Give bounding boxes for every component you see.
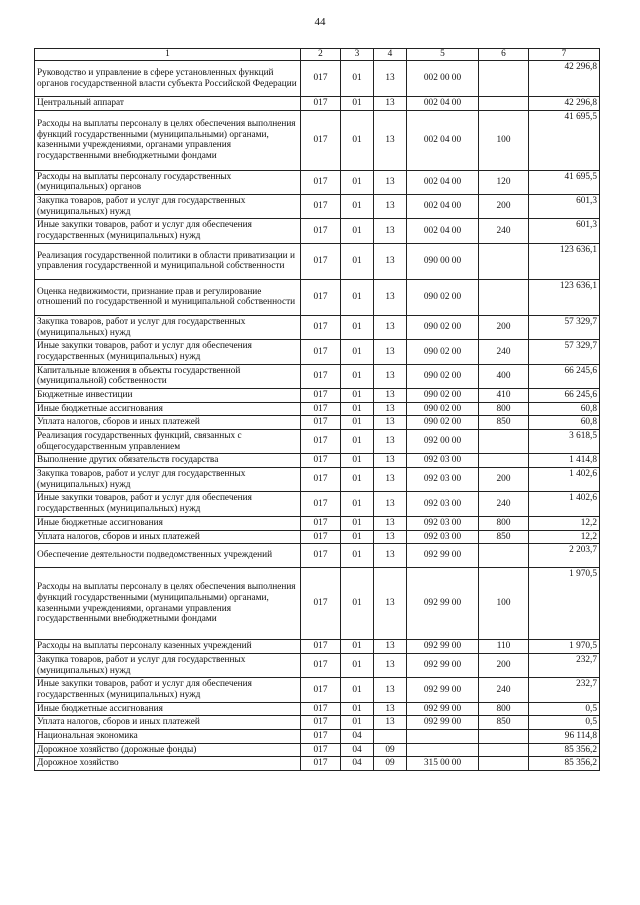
table-row bbox=[35, 468, 600, 492]
target-item-code: 090 02 00 bbox=[407, 416, 479, 430]
subsection-code: 13 bbox=[374, 516, 407, 530]
target-item-code: 090 02 00 bbox=[407, 315, 479, 339]
subsection-code: 13 bbox=[374, 388, 407, 402]
subsection-code: 13 bbox=[374, 170, 407, 194]
admin-code: 017 bbox=[301, 757, 341, 771]
amount: 85 356,2 bbox=[529, 757, 600, 771]
section-code: 01 bbox=[341, 219, 374, 243]
expense-type-code bbox=[479, 544, 529, 568]
section-code: 01 bbox=[341, 716, 374, 730]
target-item-code: 002 04 00 bbox=[407, 195, 479, 219]
item-name: Выполнение других обязательств государства bbox=[35, 454, 301, 468]
table-row bbox=[35, 640, 600, 654]
amount: 2 203,7 bbox=[529, 544, 600, 568]
header-cell: 5 bbox=[407, 49, 479, 61]
target-item-code: 092 00 00 bbox=[407, 430, 479, 454]
admin-code: 017 bbox=[301, 243, 341, 279]
table-row bbox=[35, 716, 600, 730]
section-code: 01 bbox=[341, 97, 374, 111]
item-name: Бюджетные инвестиции bbox=[35, 388, 301, 402]
amount: 12,2 bbox=[529, 530, 600, 544]
table-row bbox=[35, 61, 600, 97]
admin-code: 017 bbox=[301, 530, 341, 544]
admin-code: 017 bbox=[301, 702, 341, 716]
subsection-code: 13 bbox=[374, 454, 407, 468]
expense-type-code bbox=[479, 430, 529, 454]
item-name: Расходы на выплаты персоналу в целях обеспечения выполнения функций государственными (муниципальными) органами, казенными учреждениями, органами управления государственными внебюджетными фондами bbox=[35, 568, 301, 640]
admin-code: 017 bbox=[301, 110, 341, 170]
subsection-code: 09 bbox=[374, 743, 407, 757]
target-item-code: 092 99 00 bbox=[407, 702, 479, 716]
amount: 57 329,7 bbox=[529, 340, 600, 364]
section-code: 01 bbox=[341, 402, 374, 416]
target-item-code: 315 00 00 bbox=[407, 757, 479, 771]
amount: 96 114,8 bbox=[529, 730, 600, 744]
target-item-code: 092 99 00 bbox=[407, 653, 479, 677]
amount: 12,2 bbox=[529, 516, 600, 530]
amount: 601,3 bbox=[529, 195, 600, 219]
admin-code: 017 bbox=[301, 653, 341, 677]
target-item-code: 092 99 00 bbox=[407, 544, 479, 568]
admin-code: 017 bbox=[301, 743, 341, 757]
subsection-code: 13 bbox=[374, 640, 407, 654]
admin-code: 017 bbox=[301, 544, 341, 568]
target-item-code: 090 02 00 bbox=[407, 364, 479, 388]
section-code: 01 bbox=[341, 678, 374, 702]
admin-code: 017 bbox=[301, 468, 341, 492]
table-row bbox=[35, 279, 600, 315]
expense-type-code: 240 bbox=[479, 492, 529, 516]
section-code: 01 bbox=[341, 640, 374, 654]
expense-type-code bbox=[479, 454, 529, 468]
section-code: 01 bbox=[341, 454, 374, 468]
section-code: 01 bbox=[341, 430, 374, 454]
target-item-code: 090 00 00 bbox=[407, 243, 479, 279]
item-name: Уплата налогов, сборов и иных платежей bbox=[35, 530, 301, 544]
table-row bbox=[35, 730, 600, 744]
header-cell: 4 bbox=[374, 49, 407, 61]
admin-code: 017 bbox=[301, 568, 341, 640]
table-row bbox=[35, 544, 600, 568]
amount: 66 245,6 bbox=[529, 388, 600, 402]
item-name: Иные бюджетные ассигнования bbox=[35, 402, 301, 416]
target-item-code: 092 03 00 bbox=[407, 530, 479, 544]
target-item-code bbox=[407, 743, 479, 757]
subsection-code: 13 bbox=[374, 530, 407, 544]
item-name: Иные бюджетные ассигнования bbox=[35, 702, 301, 716]
expense-type-code: 100 bbox=[479, 568, 529, 640]
table-body bbox=[35, 61, 600, 771]
item-name: Расходы на выплаты персоналу государственных (муниципальных) органов bbox=[35, 170, 301, 194]
expense-type-code: 800 bbox=[479, 702, 529, 716]
item-name: Капитальные вложения в объекты государственной (муниципальной) собственности bbox=[35, 364, 301, 388]
amount: 41 695,5 bbox=[529, 110, 600, 170]
expense-type-code: 410 bbox=[479, 388, 529, 402]
subsection-code: 13 bbox=[374, 364, 407, 388]
table-row bbox=[35, 243, 600, 279]
admin-code: 017 bbox=[301, 219, 341, 243]
section-code: 01 bbox=[341, 516, 374, 530]
page-number: 44 bbox=[314, 16, 326, 28]
expense-type-code bbox=[479, 61, 529, 97]
subsection-code: 13 bbox=[374, 716, 407, 730]
target-item-code: 090 02 00 bbox=[407, 402, 479, 416]
amount: 232,7 bbox=[529, 678, 600, 702]
section-code: 01 bbox=[341, 568, 374, 640]
admin-code: 017 bbox=[301, 516, 341, 530]
expense-type-code: 800 bbox=[479, 402, 529, 416]
amount: 123 636,1 bbox=[529, 279, 600, 315]
expense-type-code: 400 bbox=[479, 364, 529, 388]
amount: 3 618,5 bbox=[529, 430, 600, 454]
item-name: Руководство и управление в сфере установленных функций органов государственной власти субъекта Российской Федерации bbox=[35, 61, 301, 97]
section-code: 04 bbox=[341, 757, 374, 771]
admin-code: 017 bbox=[301, 430, 341, 454]
header-cell: 6 bbox=[479, 49, 529, 61]
item-name: Закупка товаров, работ и услуг для государственных (муниципальных) нужд bbox=[35, 653, 301, 677]
amount: 41 695,5 bbox=[529, 170, 600, 194]
expense-type-code: 200 bbox=[479, 315, 529, 339]
expense-type-code: 800 bbox=[479, 516, 529, 530]
expense-type-code bbox=[479, 743, 529, 757]
expense-type-code bbox=[479, 757, 529, 771]
expense-type-code: 120 bbox=[479, 170, 529, 194]
amount: 57 329,7 bbox=[529, 315, 600, 339]
item-name: Иные закупки товаров, работ и услуг для обеспечения государственных (муниципальных) нужд bbox=[35, 678, 301, 702]
item-name: Уплата налогов, сборов и иных платежей bbox=[35, 416, 301, 430]
section-code: 04 bbox=[341, 743, 374, 757]
admin-code: 017 bbox=[301, 170, 341, 194]
table-row bbox=[35, 430, 600, 454]
subsection-code: 13 bbox=[374, 279, 407, 315]
table-row bbox=[35, 364, 600, 388]
section-code: 01 bbox=[341, 416, 374, 430]
target-item-code: 002 04 00 bbox=[407, 110, 479, 170]
item-name: Иные закупки товаров, работ и услуг для обеспечения государственных (муниципальных) нужд bbox=[35, 340, 301, 364]
amount: 1 402,6 bbox=[529, 468, 600, 492]
target-item-code: 090 02 00 bbox=[407, 279, 479, 315]
admin-code: 017 bbox=[301, 678, 341, 702]
amount: 232,7 bbox=[529, 653, 600, 677]
target-item-code: 002 04 00 bbox=[407, 97, 479, 111]
amount: 42 296,8 bbox=[529, 61, 600, 97]
target-item-code: 090 02 00 bbox=[407, 388, 479, 402]
expense-type-code: 850 bbox=[479, 530, 529, 544]
section-code: 01 bbox=[341, 170, 374, 194]
admin-code: 017 bbox=[301, 416, 341, 430]
item-name: Закупка товаров, работ и услуг для государственных (муниципальных) нужд bbox=[35, 468, 301, 492]
target-item-code: 090 02 00 bbox=[407, 340, 479, 364]
table-row bbox=[35, 492, 600, 516]
expense-type-code: 850 bbox=[479, 716, 529, 730]
subsection-code: 13 bbox=[374, 110, 407, 170]
subsection-code: 13 bbox=[374, 315, 407, 339]
section-code: 01 bbox=[341, 315, 374, 339]
admin-code: 017 bbox=[301, 730, 341, 744]
admin-code: 017 bbox=[301, 640, 341, 654]
section-code: 01 bbox=[341, 468, 374, 492]
subsection-code: 13 bbox=[374, 340, 407, 364]
amount: 42 296,8 bbox=[529, 97, 600, 111]
budget-table bbox=[34, 48, 600, 771]
table-row bbox=[35, 568, 600, 640]
section-code: 01 bbox=[341, 340, 374, 364]
table-header-row bbox=[35, 49, 600, 61]
section-code: 01 bbox=[341, 530, 374, 544]
table-row bbox=[35, 388, 600, 402]
table-row bbox=[35, 702, 600, 716]
admin-code: 017 bbox=[301, 364, 341, 388]
amount: 1 970,5 bbox=[529, 640, 600, 654]
admin-code: 017 bbox=[301, 340, 341, 364]
subsection-code: 13 bbox=[374, 568, 407, 640]
item-name: Уплата налогов, сборов и иных платежей bbox=[35, 716, 301, 730]
admin-code: 017 bbox=[301, 492, 341, 516]
target-item-code: 092 03 00 bbox=[407, 454, 479, 468]
item-name: Расходы на выплаты персоналу казенных учреждений bbox=[35, 640, 301, 654]
table-row bbox=[35, 315, 600, 339]
admin-code: 017 bbox=[301, 315, 341, 339]
target-item-code: 002 04 00 bbox=[407, 219, 479, 243]
target-item-code: 002 04 00 bbox=[407, 170, 479, 194]
target-item-code bbox=[407, 730, 479, 744]
expense-type-code: 110 bbox=[479, 640, 529, 654]
expense-type-code: 200 bbox=[479, 195, 529, 219]
expense-type-code bbox=[479, 730, 529, 744]
section-code: 04 bbox=[341, 730, 374, 744]
subsection-code: 13 bbox=[374, 97, 407, 111]
table-row bbox=[35, 653, 600, 677]
item-name: Центральный аппарат bbox=[35, 97, 301, 111]
target-item-code: 092 99 00 bbox=[407, 716, 479, 730]
target-item-code: 092 03 00 bbox=[407, 492, 479, 516]
section-code: 01 bbox=[341, 110, 374, 170]
amount: 1 970,5 bbox=[529, 568, 600, 640]
section-code: 01 bbox=[341, 544, 374, 568]
table-row bbox=[35, 402, 600, 416]
amount: 1 414,8 bbox=[529, 454, 600, 468]
table-row bbox=[35, 678, 600, 702]
table-row bbox=[35, 416, 600, 430]
table-row bbox=[35, 195, 600, 219]
item-name: Обеспечение деятельности подведомственных учреждений bbox=[35, 544, 301, 568]
table-row bbox=[35, 516, 600, 530]
subsection-code: 13 bbox=[374, 61, 407, 97]
subsection-code: 09 bbox=[374, 757, 407, 771]
table-row bbox=[35, 454, 600, 468]
target-item-code: 092 99 00 bbox=[407, 568, 479, 640]
subsection-code: 13 bbox=[374, 219, 407, 243]
expense-type-code bbox=[479, 279, 529, 315]
item-name: Расходы на выплаты персоналу в целях обеспечения выполнения функций государственными (муниципальными) органами, казенными учреждениями, органами управления государственными внебюджетными фондами bbox=[35, 110, 301, 170]
section-code: 01 bbox=[341, 61, 374, 97]
item-name: Дорожное хозяйство bbox=[35, 757, 301, 771]
section-code: 01 bbox=[341, 653, 374, 677]
amount: 85 356,2 bbox=[529, 743, 600, 757]
amount: 60,8 bbox=[529, 416, 600, 430]
header-cell: 7 bbox=[529, 49, 600, 61]
admin-code: 017 bbox=[301, 388, 341, 402]
item-name: Реализация государственной политики в области приватизации и управления государственной и муниципальной собственности bbox=[35, 243, 301, 279]
subsection-code bbox=[374, 730, 407, 744]
amount: 60,8 bbox=[529, 402, 600, 416]
section-code: 01 bbox=[341, 243, 374, 279]
section-code: 01 bbox=[341, 702, 374, 716]
section-code: 01 bbox=[341, 364, 374, 388]
amount: 0,5 bbox=[529, 716, 600, 730]
admin-code: 017 bbox=[301, 61, 341, 97]
item-name: Реализация государственных функций, связанных с общегосударственным управлением bbox=[35, 430, 301, 454]
table-row bbox=[35, 340, 600, 364]
item-name: Иные закупки товаров, работ и услуг для обеспечения государственных (муниципальных) нужд bbox=[35, 492, 301, 516]
expense-type-code bbox=[479, 243, 529, 279]
target-item-code: 092 99 00 bbox=[407, 678, 479, 702]
expense-type-code bbox=[479, 97, 529, 111]
subsection-code: 13 bbox=[374, 544, 407, 568]
target-item-code: 092 03 00 bbox=[407, 516, 479, 530]
subsection-code: 13 bbox=[374, 468, 407, 492]
subsection-code: 13 bbox=[374, 702, 407, 716]
header-cell: 3 bbox=[341, 49, 374, 61]
admin-code: 017 bbox=[301, 402, 341, 416]
table-row bbox=[35, 530, 600, 544]
budget-table-wrapper bbox=[34, 48, 600, 771]
table-row bbox=[35, 97, 600, 111]
header-cell: 1 bbox=[35, 49, 301, 61]
amount: 0,5 bbox=[529, 702, 600, 716]
admin-code: 017 bbox=[301, 716, 341, 730]
item-name: Национальная экономика bbox=[35, 730, 301, 744]
subsection-code: 13 bbox=[374, 416, 407, 430]
admin-code: 017 bbox=[301, 195, 341, 219]
amount: 123 636,1 bbox=[529, 243, 600, 279]
subsection-code: 13 bbox=[374, 243, 407, 279]
item-name: Закупка товаров, работ и услуг для государственных (муниципальных) нужд bbox=[35, 195, 301, 219]
table-row bbox=[35, 743, 600, 757]
admin-code: 017 bbox=[301, 454, 341, 468]
item-name: Дорожное хозяйство (дорожные фонды) bbox=[35, 743, 301, 757]
expense-type-code: 100 bbox=[479, 110, 529, 170]
target-item-code: 092 99 00 bbox=[407, 640, 479, 654]
expense-type-code: 200 bbox=[479, 653, 529, 677]
subsection-code: 13 bbox=[374, 653, 407, 677]
expense-type-code: 240 bbox=[479, 340, 529, 364]
subsection-code: 13 bbox=[374, 678, 407, 702]
subsection-code: 13 bbox=[374, 402, 407, 416]
section-code: 01 bbox=[341, 388, 374, 402]
item-name: Иные бюджетные ассигнования bbox=[35, 516, 301, 530]
admin-code: 017 bbox=[301, 97, 341, 111]
header-cell: 2 bbox=[301, 49, 341, 61]
target-item-code: 002 00 00 bbox=[407, 61, 479, 97]
item-name: Закупка товаров, работ и услуг для государственных (муниципальных) нужд bbox=[35, 315, 301, 339]
section-code: 01 bbox=[341, 492, 374, 516]
subsection-code: 13 bbox=[374, 430, 407, 454]
item-name: Оценка недвижимости, признание прав и регулирование отношений по государственной и муниципальной собственности bbox=[35, 279, 301, 315]
section-code: 01 bbox=[341, 195, 374, 219]
expense-type-code: 200 bbox=[479, 468, 529, 492]
item-name: Иные закупки товаров, работ и услуг для обеспечения государственных (муниципальных) нужд bbox=[35, 219, 301, 243]
table-row bbox=[35, 170, 600, 194]
target-item-code: 092 03 00 bbox=[407, 468, 479, 492]
admin-code: 017 bbox=[301, 279, 341, 315]
section-code: 01 bbox=[341, 279, 374, 315]
expense-type-code: 240 bbox=[479, 219, 529, 243]
subsection-code: 13 bbox=[374, 492, 407, 516]
amount: 66 245,6 bbox=[529, 364, 600, 388]
table-row bbox=[35, 757, 600, 771]
expense-type-code: 240 bbox=[479, 678, 529, 702]
expense-type-code: 850 bbox=[479, 416, 529, 430]
subsection-code: 13 bbox=[374, 195, 407, 219]
table-row bbox=[35, 110, 600, 170]
amount: 601,3 bbox=[529, 219, 600, 243]
amount: 1 402,6 bbox=[529, 492, 600, 516]
table-row bbox=[35, 219, 600, 243]
